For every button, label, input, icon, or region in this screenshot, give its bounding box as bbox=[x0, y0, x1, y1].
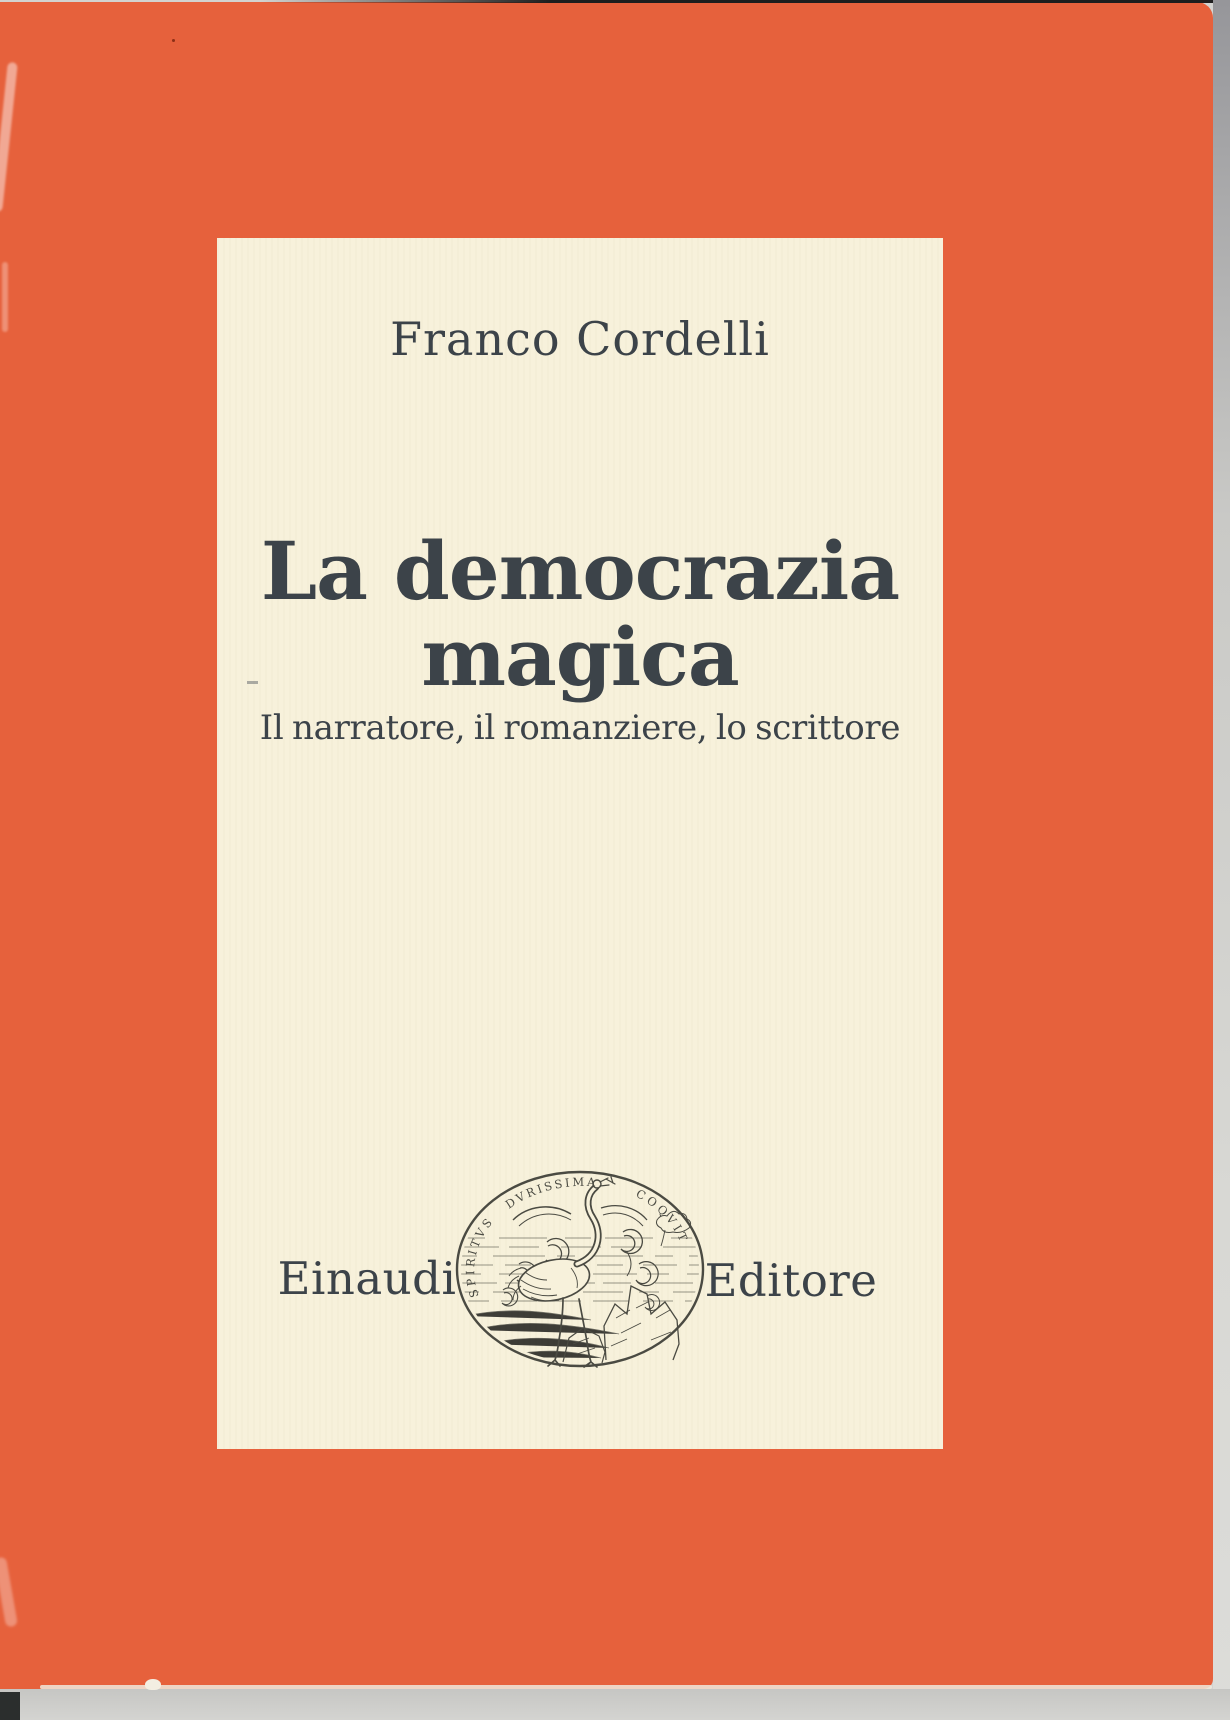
motto-word-dvrissima: DVRISSIMA bbox=[502, 1174, 599, 1212]
ink-smudge-artifact bbox=[247, 681, 258, 684]
motto-word-coqvit: COQVIT bbox=[633, 1186, 692, 1247]
scan-crease-streak bbox=[0, 1556, 18, 1627]
author-name: Franco Cordelli bbox=[390, 312, 770, 366]
book-cover bbox=[0, 2, 1213, 1689]
scan-edge-top bbox=[260, 0, 1230, 3]
ostrich-emblem-icon bbox=[451, 1168, 709, 1374]
publisher-name-left: Einaudi bbox=[277, 1252, 457, 1305]
cover-edge-nick bbox=[145, 1679, 161, 1690]
corner-shadow bbox=[0, 1692, 20, 1720]
book-title-line2: magica bbox=[421, 610, 739, 705]
book-subtitle: Il narratore, il romanziere, lo scrittore bbox=[259, 708, 901, 748]
svg-text:DVRISSIMA bbox=[503, 1175, 599, 1212]
motto-word-spiritvs: SPIRITVS bbox=[463, 1213, 497, 1300]
einaudi-ostrich-emblem bbox=[451, 1168, 709, 1374]
scan-crease-streak bbox=[0, 62, 18, 212]
scanner-margin-right bbox=[1213, 0, 1230, 1720]
publisher-name-right: Editore bbox=[704, 1254, 878, 1307]
scanner-margin-bottom bbox=[0, 1689, 1230, 1720]
title-panel bbox=[217, 238, 943, 1449]
speck-artifact bbox=[172, 39, 175, 42]
book-title bbox=[217, 524, 943, 705]
book-title-line1: La democrazia bbox=[260, 524, 900, 618]
scan-crease-streak bbox=[2, 262, 8, 332]
